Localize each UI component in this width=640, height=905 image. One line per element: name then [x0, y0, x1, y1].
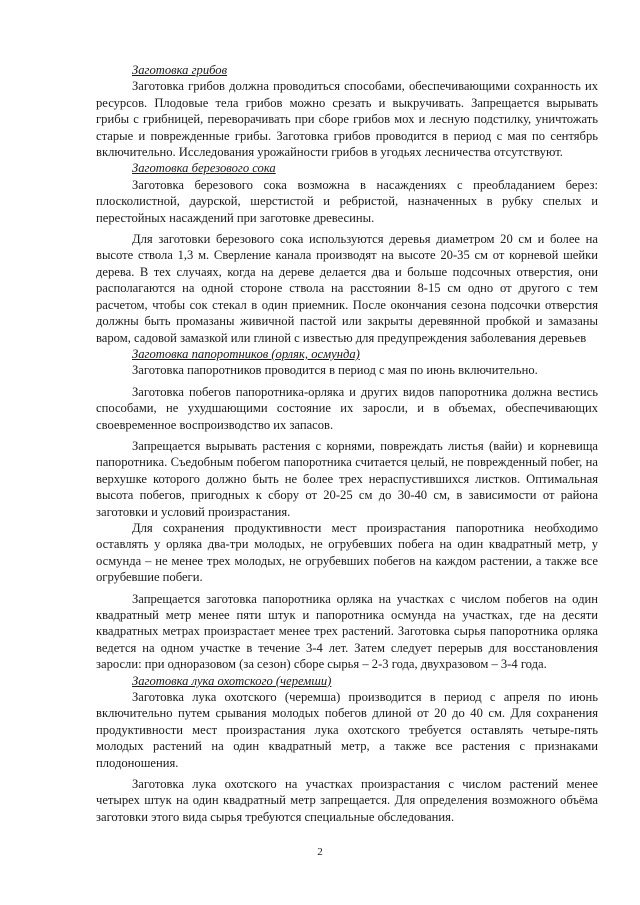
- paragraph: Заготовка березового сока возможна в насаждениях с преобладанием берез: плосколистной, даурской, шерстистой и ребристой, назначенных в рубку спелых и перестойных насаждений при заготовке древесины.: [96, 177, 598, 225]
- section-heading: Заготовка лука охотского (черемши): [132, 673, 332, 688]
- paragraph: Заготовка грибов должна проводиться способами, обеспечивающими сохранность их ресурсов. Плодовые тела грибов можно срезать и выкручивать. Запрещается вырывать грибы с грибницей, переворачивать при сборе грибов мох и лесную подстилку, уничтожать старые и поврежденные грибы. Заготовка грибов проводится в период с мая по сентябрь включительно. Исследования урожайности грибов в угодьях лесничества отсутствуют.: [96, 79, 598, 160]
- section-heading: Заготовка грибов: [132, 63, 228, 77]
- section-heading: Заготовка березового сока: [132, 161, 276, 176]
- paragraph: Заготовка лука охотского на участках произрастания с числом растений менее четырех штук на один квадратный метр запрещается. Для определения возможного объёма заготовки этого вида сырья требуются специальные обследования.: [96, 777, 598, 824]
- paragraph: Заготовка побегов папоротника-орляка и других видов папоротника должна вестись способами, не ухудшающими состояние их заросли, и в объемах, обеспечивающих своевременное воспроизводство их запасов.: [96, 384, 598, 432]
- paragraph: Заготовка папоротников проводится в период с мая по июнь включительно.: [132, 363, 538, 378]
- paragraph: Запрещается заготовка папоротника орляка на участках с числом побегов на один квадратный метр менее пяти штук и папоротника осмунда на участках, где на десяти квадратных метрах произрастает менее трех растений. Заготовка сырья папоротника орляка ведется на одном участке в течение 3-4 лет. Затем следует перерыв для восстановления заросли: при одноразовом (за сезон) сборе сырья – 2-3 года, двухразовом – 3-4 года.: [96, 591, 598, 672]
- paragraph: Запрещается вырывать растения с корнями, повреждать листья (вайи) и корневища папоротника. Съедобным побегом папоротника считается целый, не поврежденный побег, на верхушке которого должно быть не более трех нераспустившихся листков. Оптимальная высота побегов, пригодных к сбору от 20-25 см до 30-40 см, в зависимости от района заготовки и условий произрастания.: [96, 438, 598, 519]
- section-heading: Заготовка папоротников (орляк, осмунда): [132, 346, 360, 361]
- paragraph: Для заготовки березового сока используются деревья диаметром 20 см и более на высоте ствола 1,3 м. Сверление канала производят на высоте 20-35 см от корневой шейки дерева. В тех случаях, когда на дереве делается два и больше подсочных отверстия, они располагаются на одной стороне ствола на расстоянии 8-15 см одно от другого с тем расчетом, чтобы сок стекал в один приемник. После окончания сезона подсочки отверстия должны быть промазаны живичной пастой или закрыты деревянной пробкой и замазаны варом, садовой замазкой или глиной с известью для предупреждения заболевания деревьев: [96, 232, 598, 345]
- paragraph: Заготовка лука охотского (черемша) производится в период с апреля по июнь включительно путем срывания молодых побегов длиной от 20 до 40 см. Для сохранения продуктивности мест произрастания лука охотского требуется оставлять четыре-пять молодых растений на один квадратный метр, а также все растения с признаками плодоношения.: [96, 690, 598, 770]
- section-mushrooms: [96, 62, 598, 160]
- section-birch-sap: [96, 160, 598, 345]
- section-ferns: [96, 346, 598, 673]
- page-number: 2: [317, 846, 323, 858]
- document-page: [96, 62, 598, 825]
- paragraph: Для сохранения продуктивности мест произрастания папоротника необходимо оставлять у орляка два-три молодых, не огрубевших побега на один квадратный метр, у осмунда – не менее трех молодых, не огрубевших побегов на каждом растении, а также все огрубевшие побеги.: [96, 520, 598, 585]
- section-wild-onion: [96, 673, 598, 826]
